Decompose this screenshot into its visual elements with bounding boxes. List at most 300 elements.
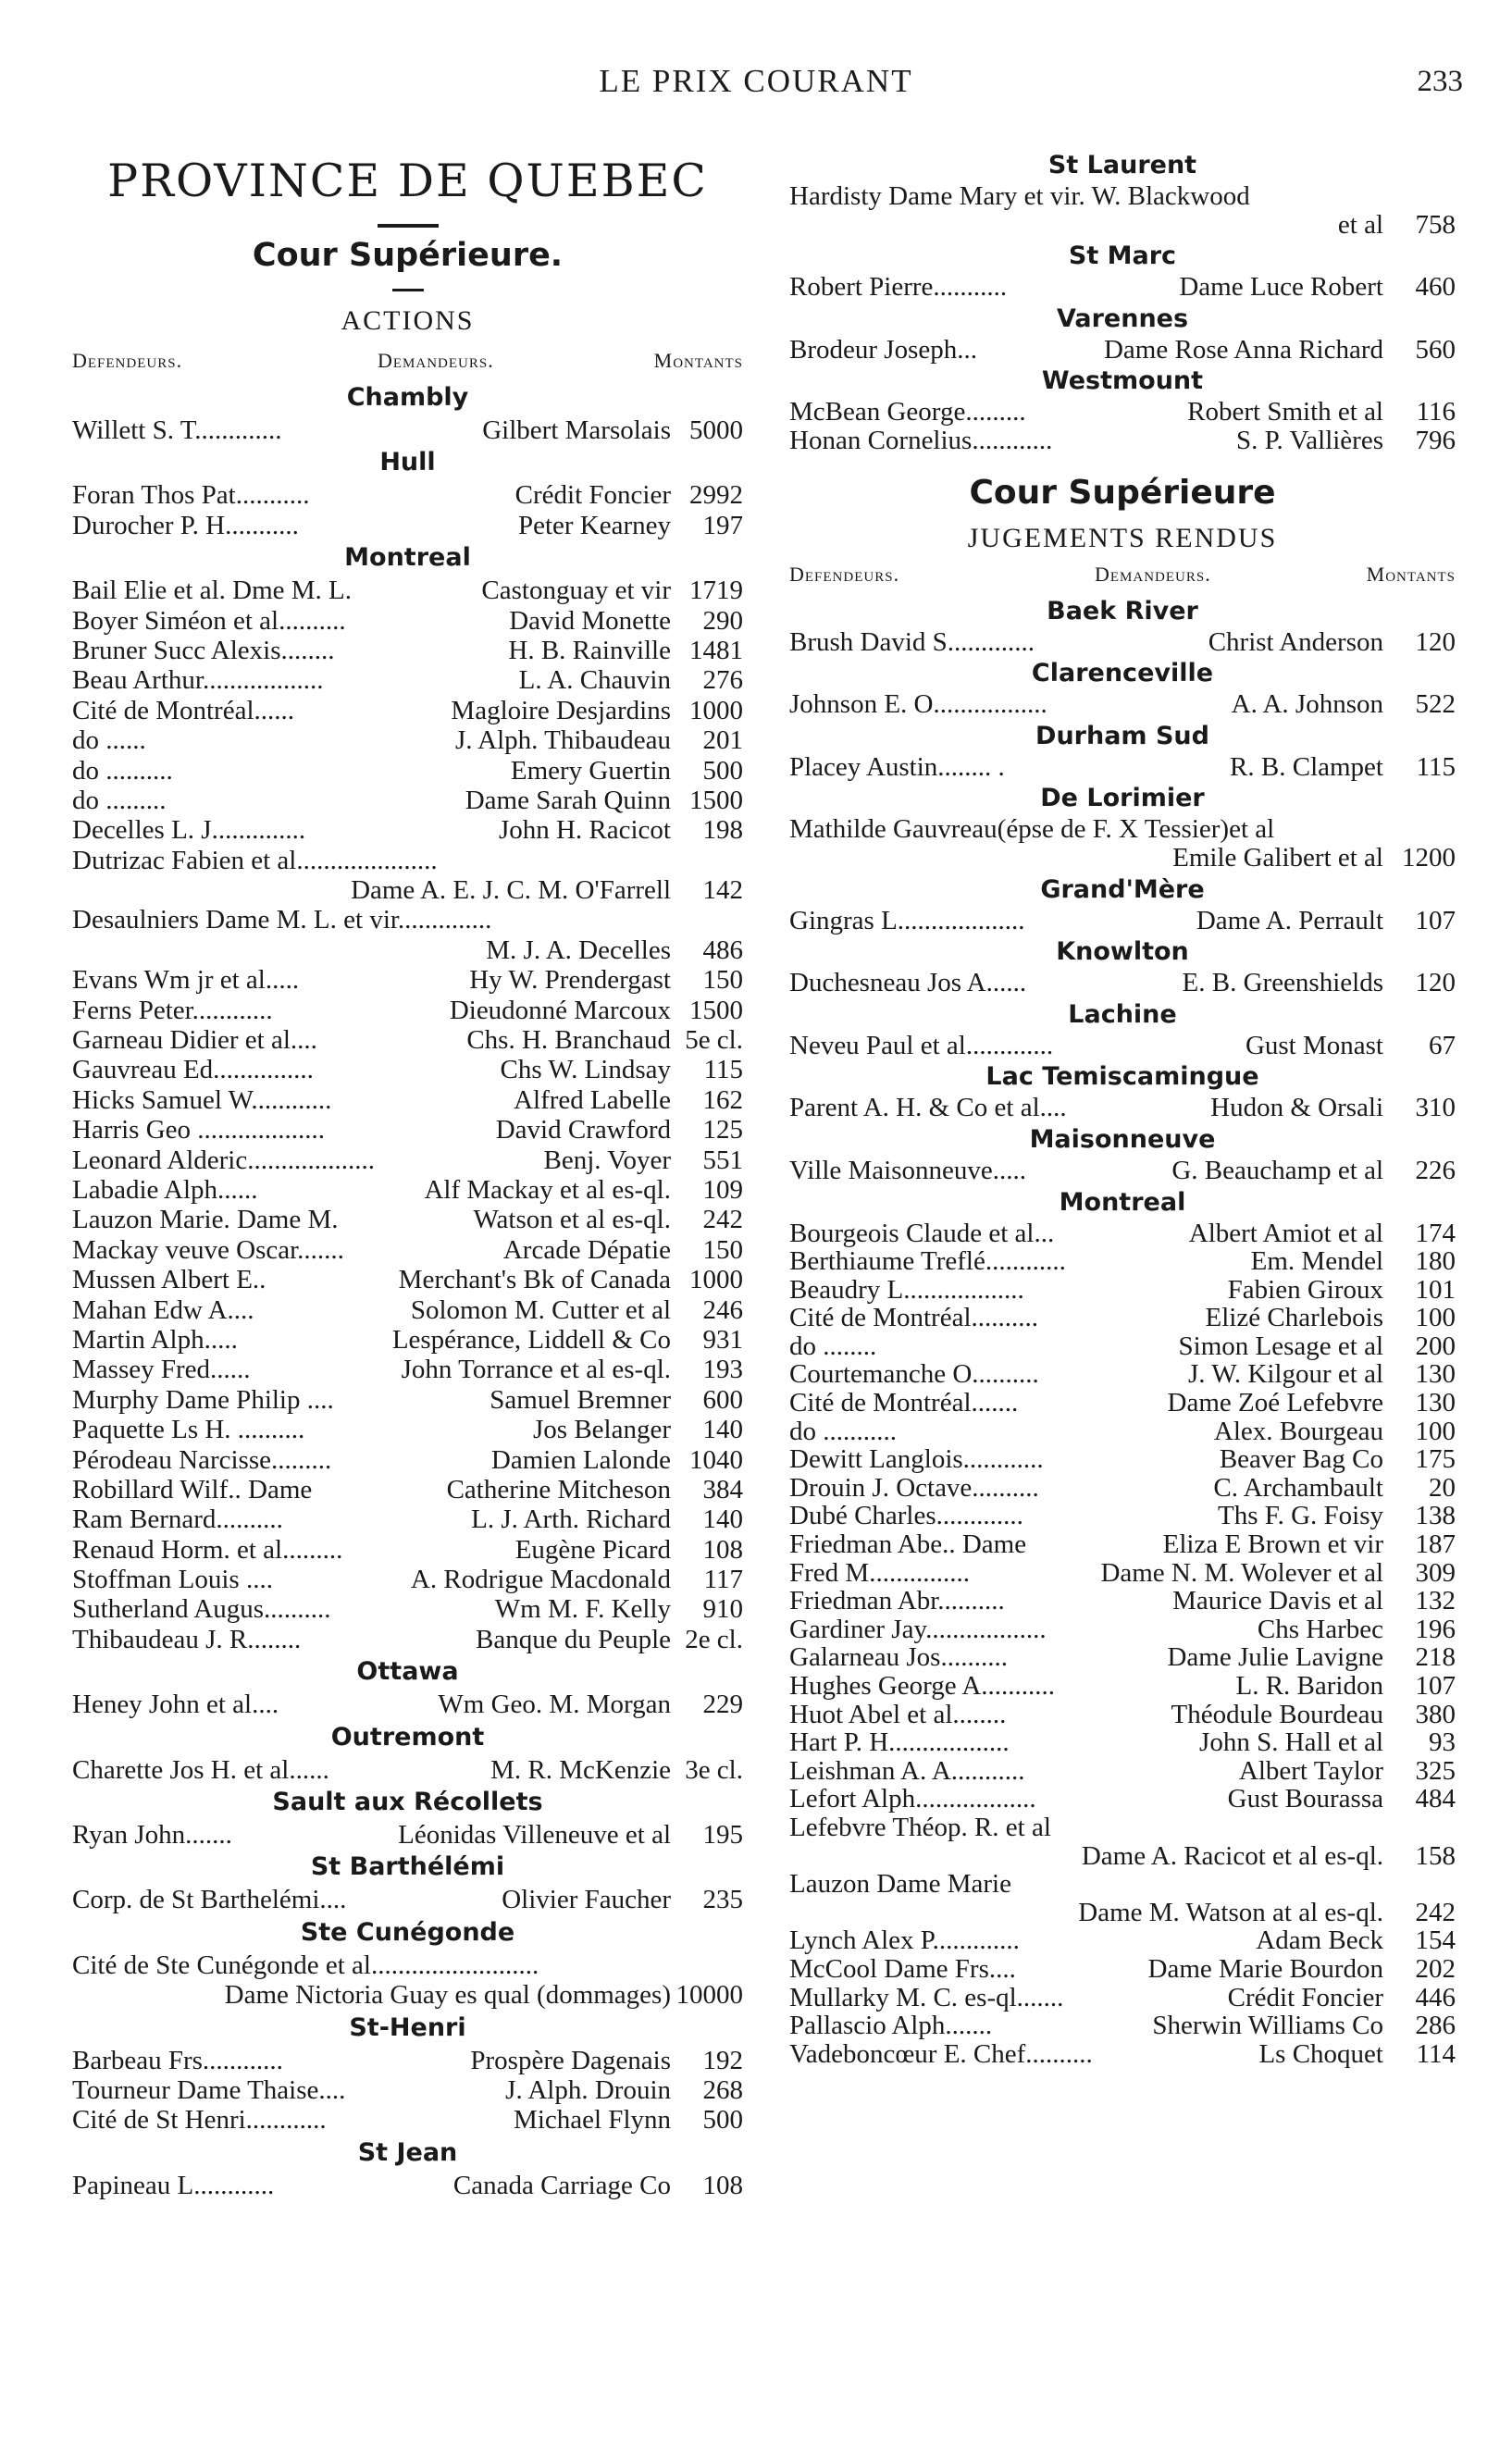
defendant: Durocher P. H........... [72, 510, 299, 540]
amount: 484 [1415, 1784, 1456, 1814]
defendant: Beau Arthur.................. [72, 665, 324, 696]
plaintiff: Elizé Charlebois [1205, 1303, 1383, 1333]
amount: 268 [702, 2074, 743, 2105]
plaintiff: Peter Kearney [517, 510, 671, 540]
place-heading: Maisonneuve [1029, 1124, 1216, 1154]
left-column [72, 148, 743, 2200]
defendant: McBean George......... [789, 397, 1026, 427]
place-heading: St Marc [1068, 241, 1177, 271]
case-row [789, 273, 1456, 302]
case-row [72, 1235, 743, 1265]
defendant: Charette Jos H. et al...... [72, 1754, 329, 1785]
case-row [72, 1325, 743, 1355]
defendant: Hardisty Dame Mary et vir. W. Blackwood [789, 181, 1250, 211]
plaintiff: Castonguay et vir [481, 576, 671, 606]
defendant: Dubé Charles............. [789, 1501, 1023, 1531]
plaintiff: Watson et al es-ql. [473, 1205, 671, 1235]
case-row [72, 1085, 743, 1115]
defendant: Martin Alph..... [72, 1324, 238, 1355]
amount: 600 [702, 1384, 743, 1415]
place-heading: Montreal [344, 543, 471, 573]
plaintiff: Prospère Dagenais [470, 2045, 671, 2075]
amount: 101 [1415, 1274, 1456, 1305]
amount: 115 [1416, 751, 1456, 782]
plaintiff: J. Alph. Thibaudeau [454, 725, 671, 756]
case-row [72, 665, 743, 695]
amount: 202 [1415, 1953, 1456, 1984]
defendant: do ......... [72, 785, 167, 815]
left-sections [72, 380, 743, 2200]
place-heading: Clarenceville [1031, 659, 1214, 688]
defendant: Boyer Siméon et al.......... [72, 605, 346, 636]
case-row [789, 1157, 1456, 1185]
amount: 130 [1415, 1388, 1456, 1418]
plaintiff: Ls Choquet [1258, 2038, 1383, 2069]
amount: 910 [702, 1594, 743, 1625]
case-row [789, 1559, 1456, 1588]
plaintiff: Samuel Bremner [490, 1384, 671, 1415]
amount: 486 [702, 935, 743, 965]
case-row [789, 1276, 1456, 1305]
plaintiff: David Monette [509, 605, 671, 636]
case-row [789, 1220, 1456, 1248]
plaintiff: A. Rodrigue Macdonald [410, 1565, 671, 1595]
judgments-subtitle: JUGEMENTS RENDUS [967, 522, 1278, 553]
case-row [72, 2046, 743, 2075]
plaintiff: Adam Beck [1256, 1925, 1383, 1956]
case-row [789, 628, 1456, 657]
case-row [789, 969, 1456, 997]
court-heading: Cour Supérieure. [252, 237, 564, 274]
defendant: Evans Wm jr et al..... [72, 965, 300, 996]
amount: 246 [702, 1294, 743, 1325]
amount: 3e cl. [685, 1754, 743, 1785]
amount: 276 [702, 665, 743, 696]
case-row [72, 415, 743, 445]
place-heading: Chambly [346, 383, 469, 412]
defendant: Mussen Albert E.. [72, 1265, 266, 1295]
amount: 193 [702, 1355, 743, 1385]
case-row [789, 1247, 1456, 1276]
case-row [789, 1728, 1456, 1757]
case-row [72, 1625, 743, 1654]
plaintiff: Magloire Desjardins [451, 695, 671, 725]
defendant: Galarneau Jos.......... [789, 1642, 1008, 1673]
plaintiff: L. J. Arth. Richard [471, 1504, 671, 1535]
amount: 229 [702, 1690, 743, 1720]
defendant: Hicks Samuel W............ [72, 1084, 332, 1115]
court-heading-judgments: Cour Supérieure [969, 473, 1276, 512]
plaintiff: E. B. Greenshields [1182, 968, 1383, 998]
plaintiff: C. Archambault [1213, 1472, 1383, 1503]
amount: 1000 [689, 695, 743, 725]
amount: 140 [702, 1504, 743, 1535]
plaintiff: Dame Marie Bourdon [1147, 1953, 1383, 1984]
defendant: Labadie Alph...... [72, 1174, 258, 1205]
defendant: Vadeboncœur E. Chef.......... [789, 2038, 1093, 2069]
defendant: Murphy Dame Philip .... [72, 1384, 334, 1415]
amount: 158 [1415, 1840, 1456, 1871]
amount: 1000 [689, 1265, 743, 1295]
case-row [789, 907, 1456, 935]
defendant: Barbeau Frs............ [72, 2045, 283, 2075]
defendant: Decelles L. J.............. [72, 815, 306, 846]
amount: 180 [1415, 1246, 1456, 1277]
defendant: Thibaudeau J. R........ [72, 1624, 302, 1654]
amount: 162 [702, 1084, 743, 1115]
case-row [72, 1175, 743, 1205]
amount: 1481 [689, 635, 743, 665]
case-row [789, 1926, 1456, 1955]
defendant: Mathilde Gauvreau(épse de F. X Tessier)et al [789, 814, 1275, 845]
defendant: Robillard Wilf.. Dame [72, 1474, 313, 1504]
plaintiff: Alex. Bourgeau [1213, 1416, 1383, 1446]
defendant: Fred M............... [789, 1557, 970, 1588]
plaintiff: Chs W. Lindsay [500, 1055, 671, 1085]
defendant: Cité de Ste Cunégonde et al......................... [72, 1950, 539, 1980]
defendant: Bourgeois Claude et al... [789, 1218, 1055, 1248]
plaintiff: Dame A. Racicot et al es-ql. [1081, 1840, 1383, 1871]
amount: 132 [1415, 1586, 1456, 1616]
amount: 125 [702, 1115, 743, 1145]
plaintiff: John S. Hall et al [1199, 1727, 1383, 1758]
amount: 20 [1429, 1472, 1456, 1503]
plaintiff: Hudon & Orsali [1210, 1093, 1383, 1123]
page-number: 233 [1417, 65, 1463, 98]
amount: 192 [702, 2045, 743, 2075]
plaintiff: J. W. Kilgour et al [1187, 1359, 1383, 1390]
defendant: Brodeur Joseph... [789, 334, 977, 365]
defendant: Papineau L............ [72, 2170, 275, 2200]
amount: 67 [1429, 1030, 1456, 1060]
place-heading: Baek River [1047, 596, 1198, 625]
case-row [72, 1565, 743, 1594]
plaintiff: Dame Zoé Lefebvre [1167, 1388, 1383, 1418]
plaintiff: L. A. Chauvin [518, 665, 671, 696]
amount: 286 [1415, 2011, 1456, 2041]
plaintiff: Alfred Labelle [514, 1084, 671, 1115]
plaintiff: Chs. H. Branchaud [466, 1025, 671, 1056]
plaintiff: Dame N. M. Wolever et al [1100, 1557, 1383, 1588]
amount: 5e cl. [685, 1025, 743, 1056]
defendant: Ryan John....... [72, 1820, 232, 1851]
running-head [0, 57, 1512, 104]
case-row [789, 1389, 1456, 1418]
amount: 196 [1415, 1614, 1456, 1644]
plaintiff: R. B. Clampet [1230, 751, 1383, 782]
plaintiff: H. B. Rainville [508, 635, 671, 665]
amount: 130 [1415, 1359, 1456, 1390]
amount: 796 [1415, 425, 1456, 455]
case-row [72, 511, 743, 540]
case-row [789, 1701, 1456, 1729]
defendants-header: Defendeurs. [789, 562, 900, 586]
province-heading: PROVINCE DE QUEBEC [107, 155, 708, 207]
defendant: Harris Geo ................... [72, 1115, 326, 1145]
plaintiffs-header: Demandeurs. [378, 349, 494, 372]
amount: 325 [1415, 1755, 1456, 1786]
amount: 175 [1415, 1444, 1456, 1475]
case-row [72, 606, 743, 636]
defendant: Brush David S............. [789, 626, 1035, 657]
plaintiff: Em. Mendel [1250, 1246, 1383, 1277]
case-row [789, 1304, 1456, 1332]
amount: 120 [1415, 968, 1456, 998]
case-row [789, 1587, 1456, 1616]
case-row [72, 576, 743, 605]
defendant: Lauzon Marie. Dame M. [72, 1205, 339, 1235]
plaintiff: M. J. A. Decelles [486, 935, 671, 965]
defendant: Honan Cornelius............ [789, 425, 1053, 455]
defendant: Friedman Abr.......... [789, 1586, 1005, 1616]
amount: 242 [702, 1205, 743, 1235]
plaintiff: Dieudonné Marcoux [449, 995, 671, 1025]
amount: 108 [702, 2170, 743, 2200]
defendant: Courtemanche O.......... [789, 1359, 1039, 1390]
amount: 114 [1416, 2038, 1456, 2069]
case-row [72, 1115, 743, 1145]
defendant: Cité de Montréal...... [72, 695, 295, 725]
defendant: McCool Dame Frs.... [789, 1953, 1016, 1984]
case-row [789, 753, 1456, 782]
defendant: Leonard Alderic................... [72, 1145, 375, 1175]
defendant: Drouin J. Octave.......... [789, 1472, 1039, 1503]
amount: 154 [1415, 1925, 1456, 1956]
case-row [72, 1885, 743, 1914]
plaintiff: John H. Racicot [498, 815, 671, 846]
case-row [72, 1820, 743, 1850]
amount: 195 [702, 1820, 743, 1851]
defendant: Desaulniers Dame M. L. et vir.............. [72, 905, 492, 935]
case-row [789, 1418, 1456, 1446]
plaintiff: Ths F. G. Foisy [1218, 1501, 1383, 1531]
right-sections [789, 594, 1456, 2069]
plaintiff: Banque du Peuple [475, 1624, 671, 1654]
defendant: Mahan Edw A.... [72, 1294, 254, 1325]
defendant: Mullarky M. C. es-ql....... [789, 1982, 1064, 2012]
plaintiff: Simon Lesage et al [1178, 1331, 1383, 1361]
plaintiff: Maurice Davis et al [1172, 1586, 1383, 1616]
defendant: do .......... [72, 755, 173, 786]
case-row [72, 1415, 743, 1444]
case-row [72, 815, 743, 845]
defendant: Huot Abel et al........ [789, 1699, 1007, 1729]
amount: 107 [1415, 905, 1456, 935]
defendant: Bail Elie et al. Dme M. L. [72, 576, 353, 606]
amount: 116 [1416, 397, 1456, 427]
defendant: Ferns Peter............ [72, 995, 273, 1025]
case-row [789, 1502, 1456, 1530]
right-top-sections [789, 148, 1456, 455]
defendant: Gardiner Jay.................. [789, 1614, 1047, 1644]
amount: 117 [703, 1565, 743, 1595]
case-row [72, 905, 743, 935]
place-heading: Knowlton [1056, 937, 1189, 967]
defendant: Willett S. T............. [72, 415, 282, 445]
plaintiff: Dame A. Perrault [1196, 905, 1383, 935]
case-row [72, 1475, 743, 1504]
defendant: Leishman A. A........... [789, 1755, 1025, 1786]
amount: 931 [702, 1324, 743, 1355]
amount: 226 [1415, 1155, 1456, 1185]
defendant: Robert Pierre........... [789, 272, 1008, 303]
case-row [789, 1332, 1456, 1361]
defendant: do ........... [789, 1416, 897, 1446]
case-row [789, 1757, 1456, 1786]
case-row [789, 1955, 1456, 1984]
case-row [789, 427, 1456, 455]
amount-header: Montants [1366, 562, 1456, 586]
amount: 1040 [689, 1444, 743, 1475]
case-row [72, 1385, 743, 1415]
case-row [72, 756, 743, 786]
amount: 107 [1415, 1671, 1456, 1701]
plaintiff: G. Beauchamp et al [1171, 1155, 1383, 1185]
case-row [72, 2075, 743, 2105]
plaintiff: Olivier Faucher [502, 1885, 671, 1915]
place-heading: Sault aux Récollets [272, 1788, 543, 1817]
amount: 198 [702, 815, 743, 846]
amount: 10000 [675, 1980, 743, 2011]
case-row [789, 690, 1456, 719]
case-row [72, 996, 743, 1025]
amount: 218 [1415, 1642, 1456, 1673]
defendant: Lauzon Dame Marie [789, 1869, 1011, 1900]
case-row [789, 2012, 1456, 2040]
plaintiff: Crédit Foncier [1227, 1982, 1383, 2012]
case-row [72, 1504, 743, 1534]
amount: 120 [1415, 626, 1456, 657]
plaintiff: Arcade Dépatie [502, 1234, 671, 1265]
plaintiff: Dame Sarah Quinn [465, 785, 671, 815]
plaintiff: et al [1337, 209, 1383, 240]
plaintiff: Wm M. F. Kelly [494, 1594, 671, 1625]
amount: 197 [702, 510, 743, 540]
plaintiff: Canada Carriage Co [452, 2170, 671, 2200]
actions-heading: ACTIONS [341, 305, 475, 336]
case-row [72, 1535, 743, 1565]
amount: 560 [1415, 334, 1456, 365]
defendant: Cité de St Henri............ [72, 2105, 327, 2136]
place-heading: St Laurent [1047, 151, 1197, 180]
case-row [789, 1032, 1456, 1060]
place-heading: De Lorimier [1040, 784, 1205, 813]
place-heading: St Barthélémi [310, 1852, 505, 1882]
amount: 290 [702, 605, 743, 636]
amount: 1719 [689, 576, 743, 606]
amount: 384 [702, 1474, 743, 1504]
case-row [72, 1205, 743, 1234]
place-heading: Westmount [1041, 366, 1204, 396]
amount: 5000 [689, 415, 743, 445]
plaintiff: M. R. McKenzie [490, 1754, 671, 1785]
plaintiff: Sherwin Williams Co [1152, 2011, 1383, 2041]
place-heading: Hull [379, 448, 436, 477]
case-row [789, 1842, 1456, 1871]
case-row [72, 1265, 743, 1294]
plaintiff: Dame M. Watson at al es-ql. [1078, 1897, 1383, 1927]
plaintiff: Emile Galibert et al [1172, 842, 1383, 873]
defendant: Dutrizac Fabien et al..................... [72, 845, 438, 875]
case-row [789, 1870, 1456, 1899]
defendant: Foran Thos Pat........... [72, 480, 310, 511]
plaintiff: David Crawford [495, 1115, 671, 1145]
defendant: Renaud Horm. et al......... [72, 1534, 343, 1565]
case-row [72, 1025, 743, 1055]
case-row [789, 336, 1456, 365]
case-row [789, 1643, 1456, 1672]
case-row [72, 1055, 743, 1084]
amount: 200 [1415, 1331, 1456, 1361]
case-row [789, 844, 1456, 873]
place-heading: Grand'Mère [1040, 874, 1205, 904]
case-row [72, 965, 743, 995]
case-row [789, 1785, 1456, 1814]
amount: 235 [702, 1885, 743, 1915]
case-row [72, 636, 743, 665]
place-heading: St-Henri [349, 2012, 466, 2042]
case-row [72, 1145, 743, 1175]
place-heading: Lachine [1068, 999, 1177, 1029]
case-row [72, 1355, 743, 1384]
plaintiff: Dame Nictoria Guay es qual (dommages) [224, 1980, 671, 2011]
amount: 1500 [689, 785, 743, 815]
amount: 460 [1415, 272, 1456, 303]
amount-header: Montants [653, 349, 743, 372]
amount: 109 [702, 1174, 743, 1205]
plaintiff: Albert Amiot et al [1188, 1218, 1383, 1248]
case-row [72, 1950, 743, 1980]
place-heading: Montreal [1059, 1187, 1186, 1217]
defendant: Lynch Alex P............. [789, 1925, 1020, 1956]
amount: 1500 [689, 995, 743, 1025]
plaintiff: Christ Anderson [1208, 626, 1383, 657]
amount: 140 [702, 1415, 743, 1445]
amount: 1200 [1402, 842, 1456, 873]
right-column [789, 148, 1456, 2068]
place-heading: Outremont [330, 1722, 485, 1752]
amount: 115 [703, 1055, 743, 1085]
plaintiff: Dame A. E. J. C. M. O'Farrell [351, 875, 671, 906]
plaintiff: J. Alph. Drouin [505, 2074, 671, 2105]
case-row [72, 875, 743, 905]
defendant: Lefort Alph.................. [789, 1784, 1036, 1814]
amount: 100 [1415, 1303, 1456, 1333]
amount: 446 [1415, 1982, 1456, 2012]
plaintiff: Solomon M. Cutter et al [410, 1294, 671, 1325]
case-row [789, 1474, 1456, 1503]
plaintiff: Fabien Giroux [1227, 1274, 1383, 1305]
plaintiff: Hy W. Prendergast [469, 965, 671, 996]
defendant: Berthiaume Treflé............ [789, 1246, 1066, 1277]
case-row [72, 846, 743, 875]
defendant: Placey Austin........ . [789, 751, 1005, 782]
case-row [789, 1360, 1456, 1389]
column-headers [72, 343, 743, 380]
plaintiff: Léonidas Villeneuve et al [398, 1820, 671, 1851]
plaintiff: A. A. Johnson [1231, 689, 1383, 720]
defendant: Hart P. H.................. [789, 1727, 1010, 1758]
case-row [72, 480, 743, 510]
place-heading: Lac Temiscamingue [985, 1062, 1259, 1092]
place-heading: Ottawa [356, 1657, 459, 1687]
case-row [72, 1690, 743, 1719]
plaintiff: Albert Taylor [1238, 1755, 1383, 1786]
amount: 201 [702, 725, 743, 756]
plaintiff: Chs Harbec [1257, 1614, 1383, 1644]
defendant: Heney John et al.... [72, 1690, 279, 1720]
amount: 500 [702, 2105, 743, 2136]
